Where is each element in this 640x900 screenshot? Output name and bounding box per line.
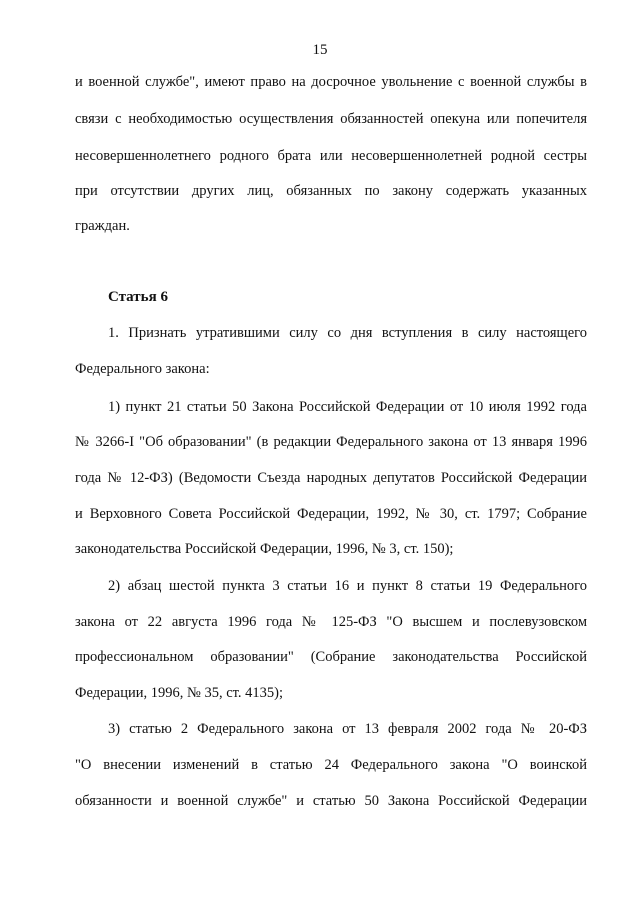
text-line: 3) статью 2 Федерального закона от 13 февраля 2002 года № 20-ФЗ [108,721,587,737]
text-line: несовершеннолетнего родного брата или несовершеннолетней родной сестры [75,148,587,164]
text-line: года № 12-ФЗ) (Ведомости Съезда народных депутатов Российской Федерации [75,470,587,486]
text-line: и военной службе", имеют право на досрочное увольнение с военной службы в [75,74,587,90]
text-line: связи с необходимостью осуществления обязанностей опекуна или попечителя [75,111,587,127]
text-line: 1) пункт 21 статьи 50 Закона Российской Федерации от 10 июля 1992 года [108,399,587,415]
text-line: Федерального закона: [75,361,210,377]
text-line: Федерации, 1996, № 35, ст. 4135); [75,685,283,701]
text-line: обязанности и военной службе" и статью 50 Закона Российской Федерации [75,793,587,809]
page-number: 15 [312,42,328,58]
text-line: профессиональном образовании" (Собрание законодательства Российской [75,649,587,665]
text-line: "О внесении изменений в статью 24 Федерального закона "О воинской [75,757,587,773]
text-line: № 3266-I "Об образовании" (в редакции Федерального закона от 13 января 1996 [75,434,587,450]
text-line: 2) абзац шестой пункта 3 статьи 16 и пункт 8 статьи 19 Федерального [108,578,587,594]
text-line: граждан. [75,218,130,234]
article-heading: Статья 6 [108,289,168,305]
text-line: при отсутствии других лиц, обязанных по закону содержать указанных [75,183,587,199]
text-line: и Верховного Совета Российской Федерации, 1992, № 30, ст. 1797; Собрание [75,506,587,522]
text-line: законодательства Российской Федерации, 1996, № 3, ст. 150); [75,541,454,557]
text-line: 1. Признать утратившими силу со дня вступления в силу настоящего [108,325,587,341]
text-line: закона от 22 августа 1996 года № 125-ФЗ "О высшем и послевузовском [75,614,587,630]
